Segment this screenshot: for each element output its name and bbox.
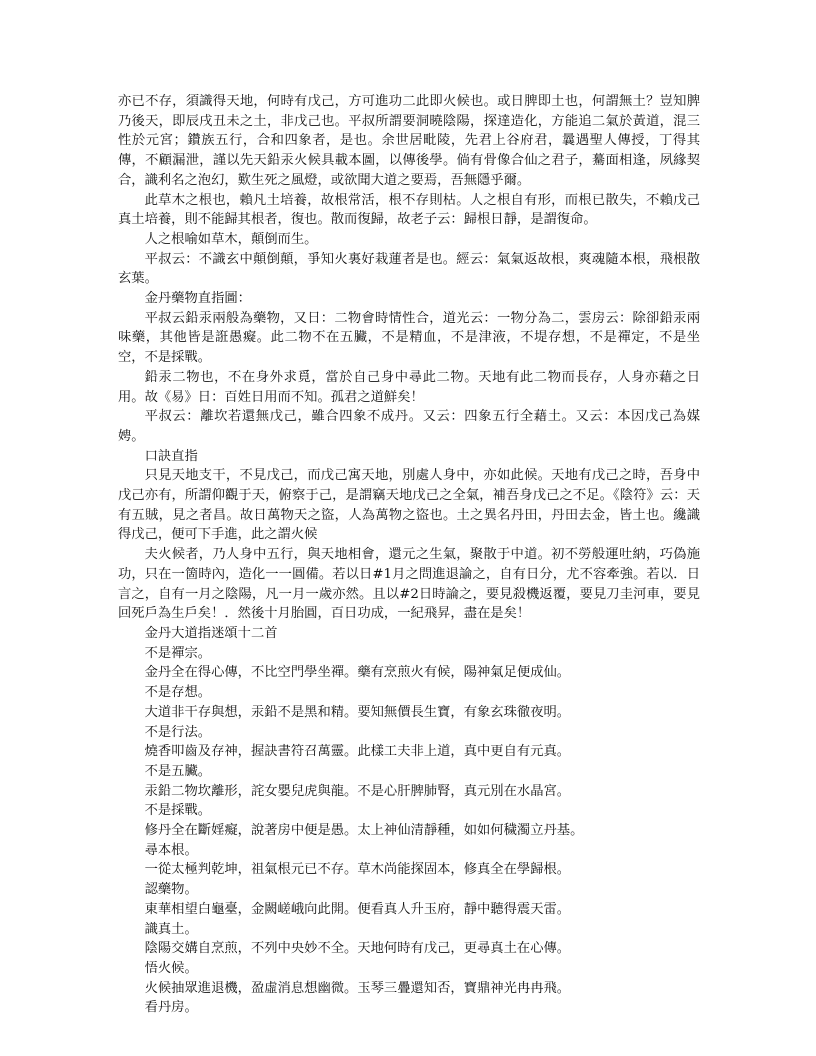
verse-line: 燒香叩齒及存神，握訣書符召萬靈。此樣工夫非上道，真中更自有元真。 [144,744,571,760]
section-heading: 金丹大道指迷頌十二首 [144,625,278,641]
verse-line: 大道非干存與想，汞鉛不是黑和精。要知無價長生寶，有象玄珠徹夜明。 [144,704,571,720]
paragraph: 此草木之根也，賴凡土培養，故根常活，根不存則枯。人之根自有形，而根已散失，不賴戊己真土培養，則不能歸其根者，復也。散而復歸，故老子云：歸根日靜，是謂復命。 [118,192,700,228]
verse-line: 修丹全在斷婬癡，說著房中便是愚。太上神仙清靜種，如如何穢濁立丹基。 [144,823,584,839]
verse-line: 東華相望白龜臺，金闕嵯峨向此開。便看真人升玉府，靜中聽得震天雷。 [144,901,571,917]
verse-line: 火候抽眾進退機，盈虛消息想幽微。玉琴三疊還知否，寶鼎神光冉冉飛。 [144,980,571,996]
paragraph: 平叔云：離坎若還無戊己，雖合四象不成丹。又云：四象五行全藉土。又云：本因戊己為媒娉。 [118,409,700,444]
verse-title: 悟火候。 [144,960,198,976]
verse-title: 識真土。 [144,921,198,937]
verse-title: 不是存想。 [144,685,212,701]
verse-title: 不是採戰。 [144,803,212,819]
verse-line: 陰陽交媾自烹煎，不列中央妙不全。天地何時有戊己，更尋真土在心傳。 [144,941,571,957]
verse-title: 不是五臟。 [144,763,212,779]
paragraph: 只見天地支干，不見戊己，而戊己寓天地，別處人身中，亦如此候。天地有戊己之時，吾身中戊己亦有，所謂仰觀于天，俯察于己，是謂竊天地戊己之全氣，補吾身戊己之不足。《陰符》云：天有五賊，見之者昌。故日萬物天之盜，人為萬物之盜也。土之異名丹田，丹田去金，皆土也。纔識得戊己，便可下手進，此之謂火候 [118,468,700,543]
paragraph: 平叔云鉛汞兩般為藥物，又日：二物會時情性合，道光云：一物分為二，雲房云：除卻鉛汞兩味藥，其他皆是誑愚癡。此二物不在五臟，不是精血，不是津液，不堤存想，不是禪定，不是坐空，不是採戰。 [118,310,700,366]
verse-title: 不是行法。 [144,724,212,740]
verse-title: 認藥物。 [144,882,198,898]
paragraph: 夫火候者，乃人身中五行，與天地相會，還元之生氣，聚散于中道。初不勞般運吐納，巧偽施功，只在一箇時內，造化一一圓備。若以日#1月之問進退論之，自有日分，尤不容牽強。若以．日言之，自有一月之陰陽，凡一月一歲亦然。且以#2日時論之，要見殺機返覆，要見刀圭河車，要見回死戶為生戶矣！．然後十月胎圓，百日功成，一紀飛昇，盡在是矣！ [118,547,700,622]
verse-line: 汞鉛二物坎離形，詫女嬰兒虎與龍。不是心肝脾肺腎，真元別在水晶宮。 [144,783,571,799]
section-heading: 金丹藥物直指圖： [144,291,251,307]
document-page [118,92,700,1018]
paragraph: 鉛汞二物也，不在身外求覓，當於自己身中尋此二物。天地有此二物而長存，人身亦藉之日用。故《易》日：百姓日用而不知。孤君之道鮮矣！ [118,369,700,405]
paragraph: 亦已不存，須識得天地，何時有戊己，方可進功二此即火候也。或日脾即土也，何謂無土？豈知脾乃後天，即辰戌丑未之土，非戊己也。平叔所謂要洞曉陰陽，探達造化，方能追二氣於黃道，混三性於元宮；鑽族五行，合和四象者，是也。余世居毗陵，先君上谷府君，曩遇聖人傳授，丁得其傳，不顧漏泄，謹以先天鉛汞火候具載本圖，以傳後學。倘有骨像合仙之君子，驀面相逢，夙緣契合，識利名之泡幻，歎生死之風燈，或欲聞大道之要焉，吾無隱乎爾。 [118,94,700,188]
paragraph: 人之根喻如草木，顛倒而生。 [144,231,318,247]
verse-title: 不是禪宗。 [144,645,212,661]
paragraph: 平叔云：不識玄中顛倒顛，爭知火裏好栽蓮者是也。經云：氣氣返故根，爽魂隨本根，飛根散玄葉。 [118,251,700,287]
verse-line: 金丹全在得心傳，不比空門學坐禪。藥有烹煎火有候，陽神氣足便成仙。 [144,665,571,681]
verse-title: 看丹房。 [144,1000,198,1016]
section-heading: 口訣直指 [144,448,198,464]
verse-line: 一從太極判乾坤，祖氣根元已不存。草木尚能探固本，修真全在學歸根。 [144,862,571,878]
verse-title: 尋本根。 [144,842,198,858]
